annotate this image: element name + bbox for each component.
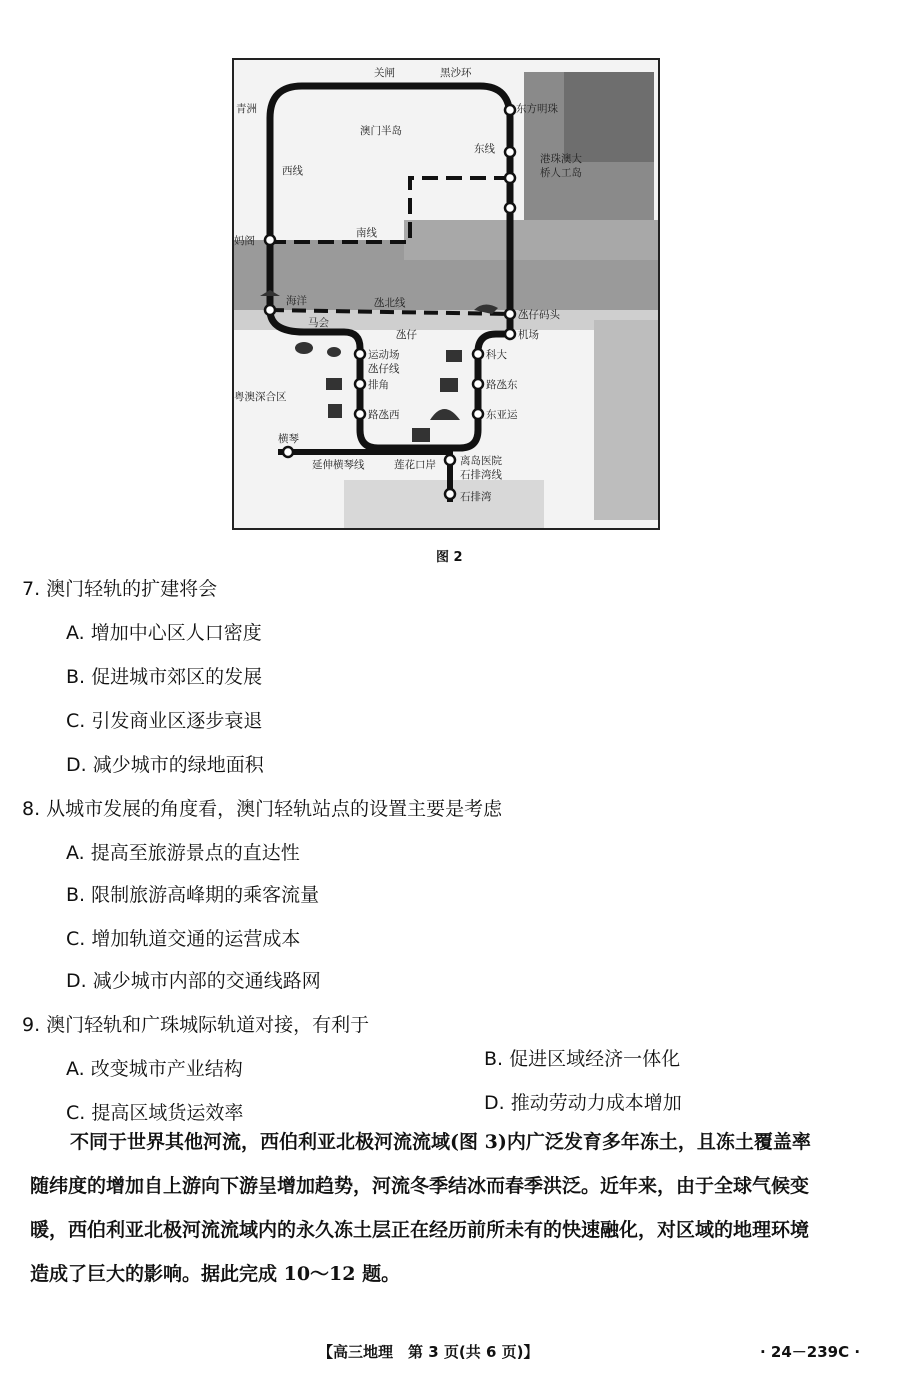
q9-option-d: D. 推动劳动力成本增加 (484, 1092, 682, 1114)
label-islands-hospital: 离岛医院 (460, 455, 502, 467)
passage-line: 随纬度的增加自上游向下游呈增加趋势，河流冬季结冰而春季洪泛。近年来，由于全球气候变 (30, 1175, 810, 1197)
label-qingzhou: 青洲 (236, 103, 257, 115)
station-islands-hospital (445, 455, 455, 465)
map-graphic (234, 60, 658, 528)
q8-option-c: C. 增加轨道交通的运营成本 (66, 928, 301, 950)
label-dongfang-mingzhu: 东方明珠 (516, 103, 558, 115)
label-hengqin: 横琴 (278, 433, 299, 445)
q7-option-c: C. 引发商业区逐步衰退 (66, 710, 263, 732)
label-hzm-bridge-2: 桥人工岛 (540, 167, 582, 179)
landmark-icon (328, 404, 342, 418)
figure-caption: 图 2 (436, 550, 463, 565)
q8-stem: 8. 从城市发展的角度看，澳门轻轨站点的设置主要是考虑 (22, 798, 503, 820)
q8-option-a: A. 提高至旅游景点的直达性 (66, 842, 300, 864)
label-keda: 科大 (486, 349, 507, 361)
landmark-icon (326, 378, 342, 390)
station-east-line (505, 147, 515, 157)
station-dongfang-mingzhu (505, 105, 515, 115)
label-lianhua-port: 莲花口岸 (394, 459, 436, 471)
label-south-line: 南线 (356, 227, 377, 239)
q9-option-c: C. 提高区域货运效率 (66, 1102, 244, 1124)
station-lutaixi (355, 409, 365, 419)
station-haiyang (265, 305, 275, 315)
q7-option-b: B. 促进城市郊区的发展 (66, 666, 263, 688)
macau-lrt-map (232, 58, 660, 530)
station-airport (505, 329, 515, 339)
passage-line: 暖，西伯利亚北极河流流域内的永久冻土层正在经历前所未有的快速融化，对区域的地理环境 (30, 1219, 810, 1241)
q9-option-b: B. 促进区域经济一体化 (484, 1048, 681, 1070)
landmark-icon (440, 378, 458, 392)
dark-shade-top (564, 72, 654, 162)
station-paijiao (355, 379, 365, 389)
station-taipa-ferry (505, 309, 515, 319)
q8-option-d: D. 减少城市内部的交通线路网 (66, 970, 321, 992)
q7-option-d: D. 减少城市的绿地面积 (66, 754, 264, 776)
label-paijiao: 排角 (368, 379, 389, 391)
station-lutaidong (473, 379, 483, 389)
label-west-line: 西线 (282, 165, 303, 177)
q8-option-b: B. 限制旅游高峰期的乘客流量 (66, 884, 320, 906)
footer-page-info: 【高三地理 第 3 页(共 6 页)】 (318, 1343, 539, 1361)
landmark-icon (327, 347, 341, 357)
label-lutaixi: 路氹西 (368, 409, 400, 421)
label-stadium: 运动场 (368, 349, 400, 361)
station-dongyayun (473, 409, 483, 419)
landmark-icon (446, 350, 462, 362)
station-stadium (355, 349, 365, 359)
taipa-loop (270, 310, 510, 448)
station-mage (265, 235, 275, 245)
q7-stem: 7. 澳门轻轨的扩建将会 (22, 578, 218, 600)
passage (30, 1120, 878, 1296)
landmark-icon (430, 409, 460, 420)
station-shipaiwan (445, 489, 455, 499)
passage-line: 造成了巨大的影响。据此完成 10～12 题。 (30, 1263, 401, 1285)
label-shipaiwan: 石排湾 (460, 491, 492, 503)
label-macau-peninsula: 澳门半岛 (360, 125, 402, 137)
label-taipa-north-line: 氹北线 (374, 297, 406, 309)
station-hzm (505, 173, 515, 183)
station-hengqin (283, 447, 293, 457)
label-mahui: 马会 (308, 317, 329, 329)
landmark-icon (295, 342, 313, 354)
label-hzm-bridge-1: 港珠澳大 (540, 153, 582, 165)
q7-option-a: A. 增加中心区人口密度 (66, 622, 262, 644)
footer-code: · 24－239C · (760, 1343, 861, 1361)
label-shipaiwan-line: 石排湾线 (460, 469, 502, 481)
label-airport: 机场 (518, 329, 539, 341)
label-east-line: 东线 (474, 143, 495, 155)
label-taipa: 氹仔 (396, 329, 417, 341)
label-lutaidong: 路氹东 (486, 379, 518, 391)
label-heishahuan: 黑沙环 (440, 67, 472, 79)
label-taipa-line: 氹仔线 (368, 363, 400, 375)
label-mage: 妈阁 (234, 235, 255, 247)
landmark-icon (412, 428, 430, 442)
label-hengqin-ext-line: 延伸横琴线 (312, 459, 365, 471)
q9-stem: 9. 澳门轻轨和广珠城际轨道对接，有利于 (22, 1014, 370, 1036)
q9-option-a: A. 改变城市产业结构 (66, 1058, 243, 1080)
label-haiyang: 海洋 (286, 295, 307, 307)
passage-line: 不同于世界其他河流，西伯利亚北极河流流域(图 3)内广泛发育多年冻土，且冻土覆盖率 (70, 1131, 811, 1153)
station-east-3 (505, 203, 515, 213)
station-keda (473, 349, 483, 359)
label-guanzha: 关闸 (374, 67, 395, 79)
label-guangdong-macau-zone: 粤澳深合区 (234, 391, 287, 403)
label-taipa-ferry: 氹仔码头 (518, 309, 560, 321)
label-dongyayun: 东亚运 (486, 409, 518, 421)
